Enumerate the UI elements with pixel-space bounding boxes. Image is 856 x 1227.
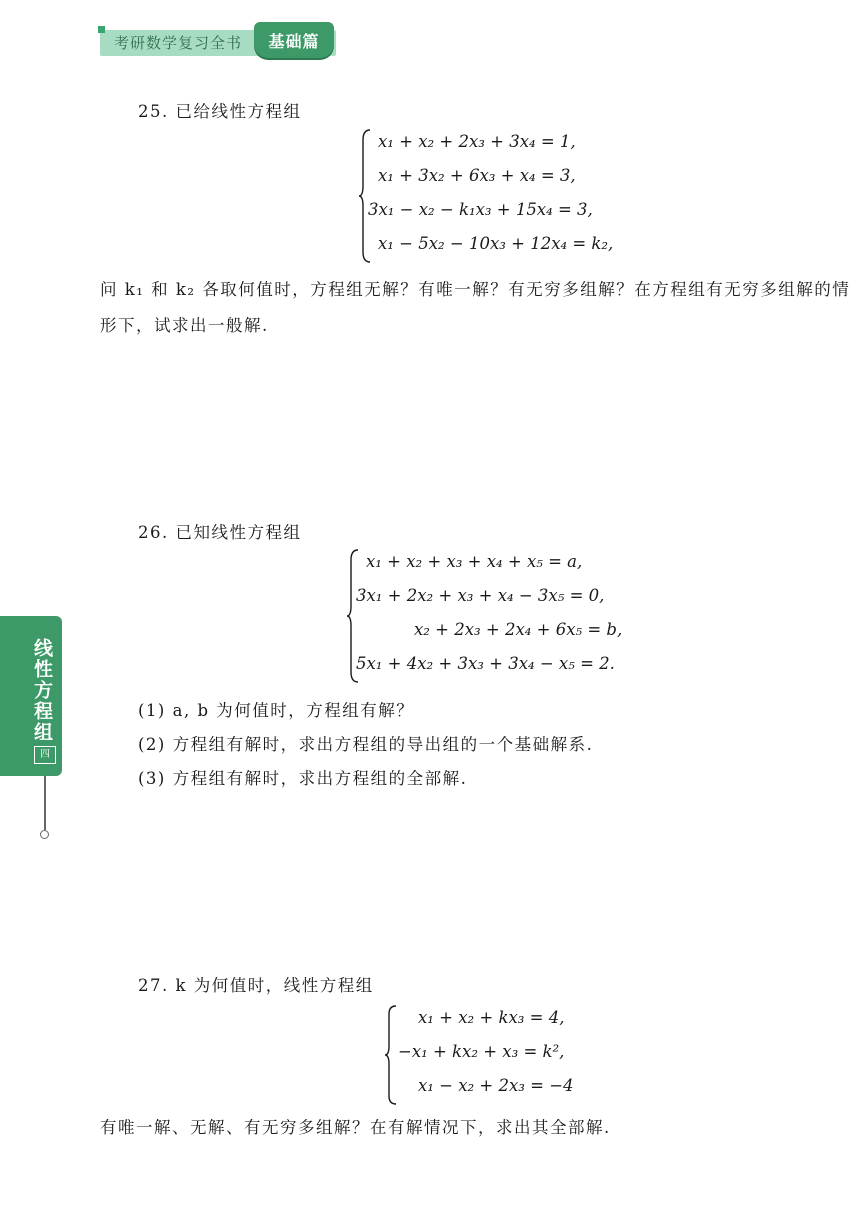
header-square-icon xyxy=(98,26,105,33)
equation-line: −x₁ + kx₂ + x₃ = k², xyxy=(398,1042,565,1061)
equation-line: 3x₁ − x₂ − k₁x₃ + 15x₄ = 3, xyxy=(368,200,593,219)
left-brace-icon xyxy=(384,1004,398,1106)
side-tab-line xyxy=(44,776,46,830)
problem-26-subquestion: (3) 方程组有解时，求出方程组的全部解. xyxy=(138,769,468,788)
problem-26-subquestion: (1) a, b 为何值时，方程组有解？ xyxy=(138,701,415,720)
equation-line: x₁ − x₂ + 2x₃ = −4 xyxy=(418,1076,574,1095)
equation-line: x₁ − 5x₂ − 10x₃ + 12x₄ = k₂, xyxy=(378,234,614,253)
equation-line: x₁ + x₂ + kx₃ = 4, xyxy=(418,1008,565,1027)
volume-tag-label: 基础篇 xyxy=(268,32,320,51)
equation-line: 5x₁ + 4x₂ + 3x₃ + 3x₄ − x₅ = 2. xyxy=(356,654,615,673)
problem-26-stem: 26. 已知线性方程组 xyxy=(138,523,302,542)
problem-25-system xyxy=(358,128,648,264)
running-header xyxy=(100,22,340,62)
problem-27-stem: 27. k 为何值时，线性方程组 xyxy=(138,976,374,995)
chapter-mark: 四 xyxy=(34,746,56,764)
problem-27-question: 有唯一解、无解、有无穷多组解？在有解情况下，求出其全部解. xyxy=(100,1118,611,1137)
equation-line: x₁ + x₂ + x₃ + x₄ + x₅ = a, xyxy=(366,552,583,571)
volume-tag xyxy=(254,22,334,58)
problem-26-system xyxy=(346,548,646,684)
equation-line: 3x₁ + 2x₂ + x₃ + x₄ − 3x₅ = 0, xyxy=(356,586,605,605)
problem-25-stem: 25. 已给线性方程组 xyxy=(138,102,302,121)
side-tab-label: 线性方程组 xyxy=(31,638,53,743)
problem-27-system xyxy=(384,1004,624,1106)
chapter-side-tab xyxy=(0,616,64,846)
problem-25-question: 问 k₁ 和 k₂ 各取何值时，方程组无解？有唯一解？有无穷多组解？在方程组有无穷多组解的情 xyxy=(100,280,851,299)
problem-26-subquestion: (2) 方程组有解时，求出方程组的导出组的一个基础解系. xyxy=(138,735,594,754)
equation-line: x₂ + 2x₃ + 2x₄ + 6x₅ = b, xyxy=(414,620,623,639)
equation-line: x₁ + x₂ + 2x₃ + 3x₄ = 1, xyxy=(378,132,576,151)
book-title: 考研数学复习全书 xyxy=(114,34,243,52)
side-tab-circle-icon xyxy=(40,830,49,839)
equation-line: x₁ + 3x₂ + 6x₃ + x₄ = 3, xyxy=(378,166,576,185)
left-brace-icon xyxy=(358,128,372,264)
problem-25-question: 形下，试求出一般解. xyxy=(100,316,269,335)
